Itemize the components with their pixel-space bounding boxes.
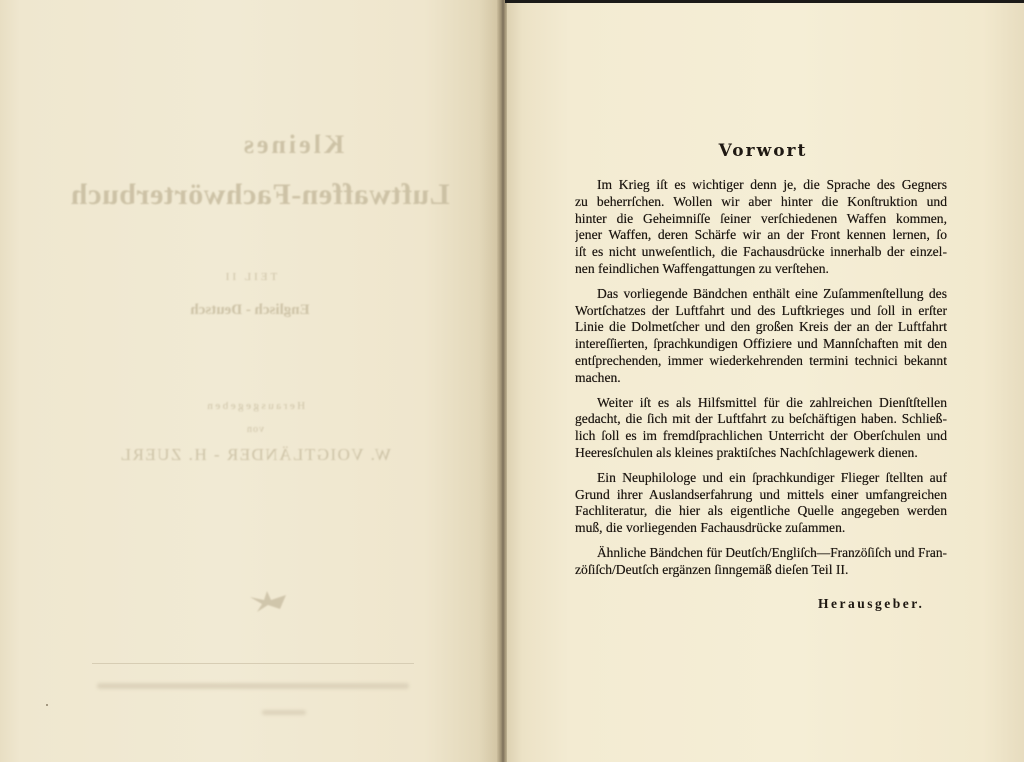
paragraph bbox=[575, 545, 947, 579]
bleed-through-series-label: Kleines bbox=[240, 130, 345, 159]
paragraph bbox=[575, 395, 947, 462]
text-line: machen. bbox=[575, 369, 621, 385]
paragraph bbox=[575, 286, 947, 387]
bleed-through-part: TEIL II bbox=[222, 271, 278, 283]
text-line: zöſiſch/Deutſch ergänzen ſinngemäß dieſen Teil II. bbox=[575, 561, 849, 577]
text-line: Ein Neuphilologe und ein ſprachkundiger Flieger ſtellten auf bbox=[597, 469, 947, 485]
text-line: intereſſierten, ſprachkundigen Offiziere und Mannſchaften mit den bbox=[575, 336, 947, 352]
bleed-through-title: Luftwaffen-Fachwörterbuch bbox=[70, 178, 450, 211]
text-line: Weiter iſt es als Hilfsmittel für die zahlreichen Dienſtſtellen bbox=[597, 394, 947, 410]
text-line: gedacht, die ſich mit der Luftfahrt zu beſchäftigen haben. Schließ- bbox=[575, 411, 947, 427]
bleed-through-languages: Englisch - Deutsch bbox=[190, 302, 310, 318]
text-line: zu beherrſchen. Wollen wir aber hinter die Konſtruktion und bbox=[575, 193, 947, 209]
foreword-text bbox=[575, 177, 947, 579]
text-line: iſt es nicht unweſentlich, die Fachausdrücke innerhalb der einzel- bbox=[575, 244, 947, 260]
text-line: jener Waffen, deren Schärfe wir an der Front kennen lernen, ſo bbox=[575, 227, 947, 243]
paragraph bbox=[575, 470, 947, 537]
bleed-through-authors: W. VOIGTLÄNDER - H. ZUERL bbox=[119, 445, 391, 464]
scan-edge bbox=[505, 0, 1024, 3]
bleed-through-small-smudge bbox=[262, 710, 306, 715]
signature: Herausgeber. bbox=[818, 596, 925, 611]
bleed-through-edited-by: Herausgegeben bbox=[204, 400, 306, 412]
text-line: Grund ihrer Auslandserfahrung und mittels einer umfangreichen bbox=[575, 486, 947, 502]
text-line: muß, die vorliegenden Fachausdrücke zuſammen. bbox=[575, 520, 846, 536]
left-page bbox=[0, 0, 499, 762]
text-line: Linie die Dolmetſcher und den großen Kreis der an der Luftfahrt bbox=[575, 319, 947, 335]
bleed-through-rule bbox=[92, 663, 414, 664]
text-line: lich ſoll es im fremdſprachlichen Unterricht der Oberſchulen und bbox=[575, 428, 947, 444]
eagle-icon bbox=[248, 588, 288, 614]
text-line: hinter die Geheimniſſe ſeiner verſchiedenen Waffen kommen, bbox=[575, 210, 947, 226]
right-page bbox=[507, 0, 1024, 762]
text-line: Das vorliegende Bändchen enthält eine Zuſammenſtellung des bbox=[597, 285, 947, 301]
bleed-through-by: von bbox=[246, 424, 264, 435]
page-heading: Vorwort bbox=[718, 141, 808, 161]
text-line: Fachliteratur, die hier als eigentliche Quelle angegeben werden bbox=[575, 503, 947, 519]
bleed-through-imprint-smudge bbox=[97, 683, 409, 689]
paper-speck bbox=[46, 704, 48, 706]
text-line: entſprechenden, immer wiederkehrenden termini technici bekannt bbox=[575, 352, 947, 368]
text-line: Heeresſchulen als kleines praktiſches Nachſchlagewerk dienen. bbox=[575, 444, 918, 460]
text-line: nen feindlichen Waffengattungen zu verſtehen. bbox=[575, 260, 829, 276]
paragraph bbox=[575, 177, 947, 278]
text-line: Im Krieg iſt es wichtiger denn je, die Sprache des Gegners bbox=[597, 177, 947, 192]
text-line: Wortſchatzes der Luftfahrt und des Luftkrieges und ſoll in erſter bbox=[575, 302, 947, 318]
text-line: Ähnliche Bändchen für Deutſch/Engliſch—Franzöſiſch und Fran- bbox=[597, 544, 947, 560]
